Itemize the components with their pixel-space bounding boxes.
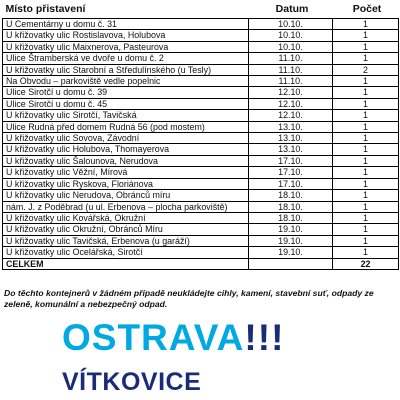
table-row [3,247,399,258]
cell-date: 12.10. [249,98,333,109]
cell-location: U křižovatky ulic Rostislavova, Holubova [3,30,249,41]
table-row [3,98,399,109]
cell-count: 1 [333,167,399,178]
cell-date: 18.10. [249,190,333,201]
cell-date: 18.10. [249,201,333,212]
cell-count: 1 [333,155,399,166]
table-body [3,19,399,270]
cell-date: 11.10. [249,53,333,64]
cell-date: 11.10. [249,76,333,87]
table-row [3,121,399,132]
cell-location: U křižovatky ulic Sirotčí, Tavičská [3,110,249,121]
ostrava-vitkovice-logo [62,318,352,396]
cell-location: U křižovatky ulic Starobní a Středulínského (u Tesly) [3,64,249,75]
cell-location: Ulice Štramberská ve dvoře u domu č. 2 [3,53,249,64]
cell-count: 1 [333,19,399,30]
cell-count: 1 [333,121,399,132]
table-row [3,64,399,75]
cell-location: U křižovatky ulic Nerudova, Obránců míru [3,190,249,201]
table-row [3,30,399,41]
total-value: 22 [333,258,399,269]
cell-date: 18.10. [249,212,333,223]
cell-count: 2 [333,64,399,75]
cell-location: U křižovatky ulic Věžní, Mírová [3,167,249,178]
cell-date: 10.10. [249,30,333,41]
table-header-row [3,2,399,19]
header-date: Datum [275,3,309,15]
table-row [3,167,399,178]
table-row [3,133,399,144]
cell-location: U křižovatky ulic Holubova, Thomayerova [3,144,249,155]
cell-date: 17.10. [249,167,333,178]
cell-count: 1 [333,133,399,144]
cell-location: U křižovatky ulic Kovářská, Okružní [3,212,249,223]
cell-count: 1 [333,98,399,109]
table-row [3,155,399,166]
table-row [3,201,399,212]
cell-date: 17.10. [249,178,333,189]
total-label: CELKEM [3,258,249,269]
cell-location: U křižovatky ulic Sovova, Závodní [3,133,249,144]
table-row [3,76,399,87]
cell-date: 11.10. [249,64,333,75]
cell-location: Na Obvodu – parkoviště vedle popelnic [3,76,249,87]
logo-district-name: VÍTKOVICE [62,368,202,396]
table-row [3,53,399,64]
cell-location: U křižovatky ulic Ocelářská, Sirotčí [3,247,249,258]
header-count: Počet [352,3,382,15]
cell-count: 1 [333,53,399,64]
cell-location: Ulice Sirotčí u domu č. 39 [3,87,249,98]
table-row [3,190,399,201]
cell-date: 12.10. [249,87,333,98]
table-row [3,87,399,98]
total-date [249,258,333,269]
cell-location: Ulice Rudná před domem Rudná 56 (pod mostem) [3,121,249,132]
cell-location: Ulice Sirotčí u domu č. 45 [3,98,249,109]
table-total-row [3,258,399,269]
cell-location: U křižovatky ulic Maixnerova, Pasteurova [3,41,249,52]
table-row [3,178,399,189]
cell-date: 19.10. [249,224,333,235]
cell-date: 13.10. [249,133,333,144]
cell-date: 10.10. [249,19,333,30]
cell-count: 1 [333,212,399,223]
table-row [3,235,399,246]
cell-location: U křižovatky ulic Tavičská, Erbenova (u garáží) [3,235,249,246]
cell-count: 1 [333,178,399,189]
cell-count: 1 [333,224,399,235]
table-row [3,144,399,155]
cell-count: 1 [333,201,399,212]
cell-date: 12.10. [249,110,333,121]
table-row [3,212,399,223]
table-row [3,224,399,235]
cell-count: 1 [333,247,399,258]
cell-location: U křižovatky ulic Šalounova, Nerudova [3,155,249,166]
cell-count: 1 [333,41,399,52]
logo-ostrava-text: OSTRAVA [62,317,245,358]
cell-location: U Cementárny u domu č. 31 [3,19,249,30]
cell-location: U křižovatky ulic Ryskova, Floriánova [3,178,249,189]
cell-location: nám. J. z Poděbrad (u ul. Erbenova – plocha parkoviště) [3,201,249,212]
logo-exclamations: !!! [244,317,285,358]
cell-count: 1 [333,110,399,121]
cell-date: 19.10. [249,247,333,258]
container-schedule-table [2,2,399,270]
cell-count: 1 [333,235,399,246]
cell-date: 13.10. [249,144,333,155]
cell-count: 1 [333,190,399,201]
cell-date: 19.10. [249,235,333,246]
disposal-warning-note: Do těchto kontejnerů v žádném případě neukládejte cihly, kamení, stavební suť, odpady ze zeleně, komunální a nebezpečný odpad. [4,288,374,309]
table-row [3,110,399,121]
cell-count: 1 [333,87,399,98]
cell-count: 1 [333,144,399,155]
cell-date: 10.10. [249,41,333,52]
header-location: Místo přistavení [5,3,86,15]
table-row [3,41,399,52]
cell-count: 1 [333,76,399,87]
cell-count: 1 [333,30,399,41]
cell-location: U křižovatky ulic Okružní, Obránců Míru [3,224,249,235]
cell-date: 13.10. [249,121,333,132]
table-row [3,19,399,30]
logo-wordmark [62,318,352,358]
cell-date: 17.10. [249,155,333,166]
